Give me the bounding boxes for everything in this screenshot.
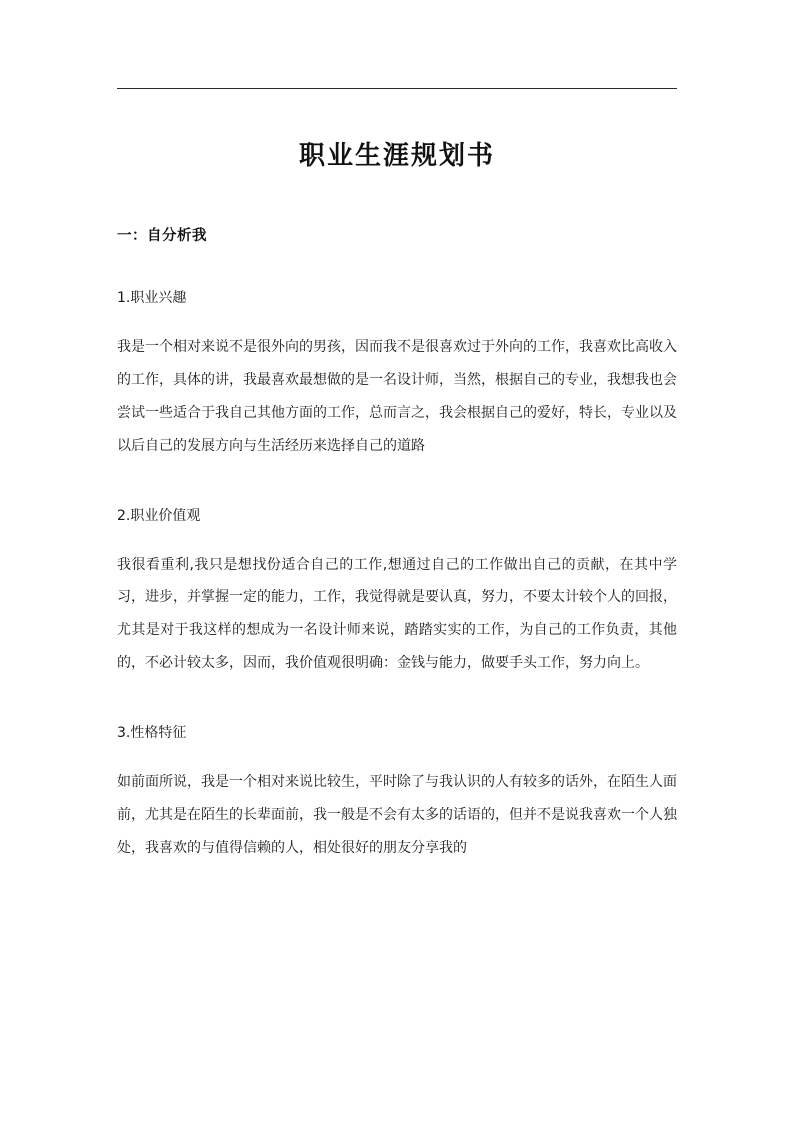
sub-heading-personality-traits: 3.性格特征	[117, 725, 187, 742]
paragraph-career-interest: 我是一个相对来说不是很外向的男孩，因而我不是很喜欢过于外向的工作，我喜欢比高收入的工作，具体的讲，我最喜欢最想做的是一名设计师，当然，根据自己的专业，我想我也会尝试一些适合于我自己其他方面的工作，总而言之，我会根据自己的爱好，特长，专业以及以后自己的发展方向与生活经历来选择自己的道路	[117, 339, 677, 454]
section-heading-self-analysis: 一：自分析我	[117, 228, 207, 244]
sub-heading-career-interest: 1.职业兴趣	[117, 290, 187, 306]
document-body	[117, 88, 677, 865]
paragraph-career-values: 我很看重利,我只是想找份适合自己的工作,想通过自己的工作做出自己的贡献，在其中学习，进步，并掌握一定的能力，工作，我觉得就是要认真，努力，不要太计较个人的回报，尤其是对于我这样的想成为一名设计师来说，踏踏实实的工作，为自己的工作负责，其他的，不必计较太多，因而，我价值观很明确：金钱与能力，做要手头工作，努力向上。	[117, 556, 677, 672]
page-title: 职业生涯规划书	[298, 141, 495, 171]
paragraph-personality-traits: 如前面所说，我是一个相对来说比较生，平时除了与我认识的人有较多的话外，在陌生人面前，尤其是在陌生的长辈面前，我一般是不会有太多的话语的，但并不是说我喜欢一个人独处，我喜欢的与值得信赖的人，相处很好的朋友分享我的	[117, 774, 677, 856]
header-divider	[117, 88, 677, 89]
sub-heading-career-values: 2.职业价值观	[117, 507, 201, 524]
